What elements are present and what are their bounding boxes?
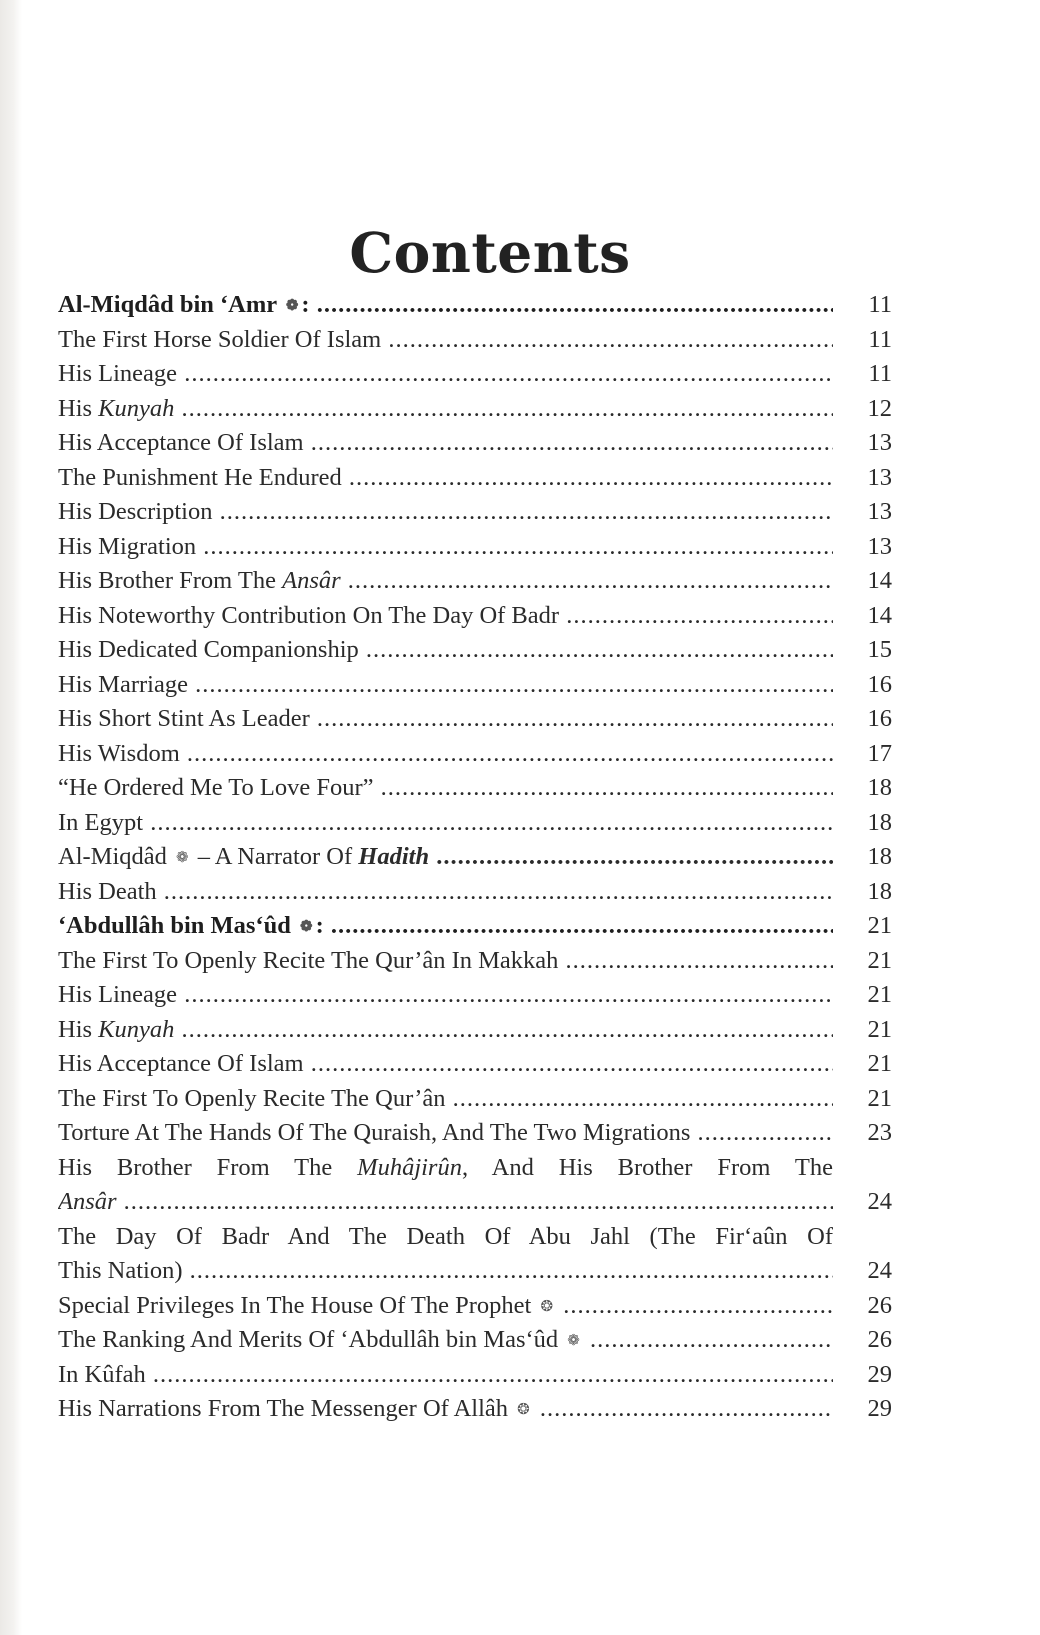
toc-entry[interactable] <box>58 633 923 668</box>
toc-page-number: 13 <box>867 532 892 560</box>
toc-page-number: 21 <box>867 1084 892 1112</box>
toc-entry-title: The First To Openly Recite The Qur’ân <box>58 1084 446 1112</box>
toc-entry[interactable] <box>58 564 923 599</box>
toc-entry[interactable] <box>58 771 923 806</box>
leader-dots <box>117 1188 833 1215</box>
toc-entry-title-italic: Ansâr <box>58 1188 117 1215</box>
toc-page-number: 12 <box>867 394 892 422</box>
toc-entry-title: His Lineage <box>58 360 178 387</box>
toc-entry[interactable] <box>58 323 923 358</box>
toc-page-number: 18 <box>867 877 892 905</box>
toc-page-number: 24 <box>867 1188 892 1215</box>
toc-page-number: 29 <box>867 1360 892 1388</box>
toc-entry-title-italic: Muhâjirûn <box>357 1153 462 1181</box>
leader-dots <box>359 636 833 663</box>
toc-page-number: 21 <box>867 1015 892 1043</box>
leader-dots <box>429 843 833 870</box>
toc-entry-line-2 <box>58 1185 833 1220</box>
leader-dots <box>177 360 833 387</box>
toc-entry[interactable] <box>58 668 923 703</box>
toc-page-number: 11 <box>868 291 892 318</box>
toc-page-number: 29 <box>867 1395 892 1422</box>
page-title: Contents <box>349 219 631 285</box>
toc-page-number: 14 <box>867 567 892 594</box>
leader-dots <box>174 395 833 422</box>
toc-page-number: 23 <box>867 1119 892 1146</box>
leader-dots <box>188 671 833 698</box>
toc-entry[interactable] <box>58 1358 923 1393</box>
toc-entry[interactable] <box>58 1392 923 1427</box>
toc-page-number: 13 <box>867 498 892 525</box>
toc-entry[interactable] <box>58 1116 923 1151</box>
toc-entry-line-1 <box>58 1151 833 1186</box>
toc-page-number: 26 <box>867 1291 892 1319</box>
leader-dots <box>381 326 833 353</box>
toc-entry[interactable] <box>58 806 923 841</box>
toc-entry-line-2 <box>58 1254 833 1289</box>
toc-entry[interactable] <box>58 1047 923 1082</box>
toc-entry-title: His Wisdom <box>58 739 180 767</box>
salla-allahu-alayhi-wasallam-icon: ❂ <box>540 1298 554 1315</box>
leader-dots <box>196 533 833 560</box>
toc-entry-title: The Punishment He Endured <box>58 463 342 491</box>
toc-entry-title-italic: Kunyah <box>98 394 175 422</box>
toc-entry-title: The Ranking And Merits Of ‘Abdullâh bin Mas‘ûd <box>58 1326 559 1353</box>
toc-page-number: 24 <box>867 1257 892 1284</box>
toc-entry-title-mid: – A Narrator Of <box>191 843 359 870</box>
toc-page-number: 11 <box>868 360 892 387</box>
toc-entry[interactable] <box>58 599 923 634</box>
toc-entry-title: His Description <box>58 498 213 525</box>
leader-dots <box>310 291 833 318</box>
toc-entry-title: His <box>58 1015 99 1043</box>
toc-entry-title: “He Ordered Me To Love Four” <box>58 774 374 801</box>
leader-dots <box>556 1292 833 1319</box>
toc-page-number: 13 <box>867 429 892 456</box>
toc-entry-al-miqdad-heading[interactable] <box>58 288 923 323</box>
toc-entry-title: His Migration <box>58 532 197 560</box>
toc-entry[interactable] <box>58 1013 923 1048</box>
leader-dots <box>180 740 833 767</box>
leader-dots <box>146 1361 833 1388</box>
toc-entry-title: His Short Stint As Leader <box>58 705 310 732</box>
toc-page-number: 16 <box>867 670 892 698</box>
toc-entry-title: His Lineage <box>58 981 178 1008</box>
toc-page-number: 26 <box>867 1326 892 1353</box>
toc-entry[interactable] <box>58 978 923 1013</box>
toc-entry-title: His Narrations From The Messenger Of Allâh <box>58 1395 508 1422</box>
toc-entry-suffix: : <box>301 291 310 318</box>
toc-entry-title: His Marriage <box>58 670 188 698</box>
toc-entry-title-italic: Kunyah <box>98 1015 175 1043</box>
toc-entry[interactable] <box>58 1082 923 1117</box>
leader-dots <box>310 705 833 732</box>
leader-dots <box>177 981 833 1008</box>
toc-entry-title-italic: Ansâr <box>282 567 341 594</box>
toc-page-number: 21 <box>867 912 892 939</box>
toc-page-number: 17 <box>867 739 892 767</box>
toc-page-number: 18 <box>867 808 892 836</box>
radhi-allahu-anhu-icon: ❁ <box>299 919 313 936</box>
toc-page-number: 21 <box>867 981 892 1008</box>
leader-dots <box>183 1257 833 1284</box>
toc-entry[interactable] <box>58 461 923 496</box>
toc-entry-title: In Kûfah <box>58 1360 146 1388</box>
toc-entry-title-cont: This Nation) <box>58 1257 183 1284</box>
toc-entry-title: His <box>58 394 99 422</box>
toc-entry[interactable] <box>58 944 923 979</box>
toc-entry[interactable] <box>58 357 923 392</box>
toc-entry-title: His Brother From The <box>58 1153 358 1181</box>
leader-dots <box>341 567 833 594</box>
salla-allahu-alayhi-wasallam-icon: ❂ <box>517 1402 530 1419</box>
leader-dots <box>143 809 833 836</box>
leader-dots <box>374 774 833 801</box>
radhi-allahu-anhu-icon: ❁ <box>176 850 189 867</box>
toc-page-number: 14 <box>867 601 892 629</box>
toc-entry[interactable] <box>58 1220 923 1289</box>
toc-entry-title: His Noteworthy Contribution On The Day Of Badr <box>58 601 560 629</box>
toc-entry[interactable] <box>58 1323 923 1358</box>
toc-page-number: 13 <box>867 463 892 491</box>
toc-entry[interactable] <box>58 702 923 737</box>
leader-dots <box>212 498 833 525</box>
toc-entry[interactable] <box>58 840 923 875</box>
leader-dots <box>342 464 833 491</box>
toc-entry-title: His Brother From The <box>58 567 283 594</box>
leader-dots <box>445 1085 833 1112</box>
leader-dots <box>324 912 833 939</box>
toc-entry[interactable] <box>58 495 923 530</box>
toc-page-number: 18 <box>867 843 892 870</box>
toc-entry-suffix: : <box>315 912 324 939</box>
toc-entry-title: The Day Of Badr And The Death Of Abu Jahl (The Fir‘aûn Of <box>58 1222 833 1250</box>
leader-dots <box>174 1016 833 1043</box>
toc-entry[interactable] <box>58 392 923 427</box>
toc-page-number: 15 <box>867 636 892 663</box>
leader-dots <box>304 1050 833 1077</box>
toc-entry-title: His Acceptance Of Islam <box>58 429 304 456</box>
toc-entry[interactable] <box>58 530 923 565</box>
toc-entry-title: Al-Miqdâd <box>58 843 167 870</box>
toc-entry-title: Torture At The Hands Of The Quraish, And The Two Migrations <box>58 1119 691 1146</box>
radhi-allahu-anhu-icon: ❁ <box>285 298 299 315</box>
toc-entry-title: His Death <box>58 877 157 905</box>
toc-entry-title: His Acceptance Of Islam <box>58 1050 304 1077</box>
leader-dots <box>559 602 833 629</box>
leader-dots <box>157 878 833 905</box>
radhi-allahu-anhu-icon: ❁ <box>567 1333 580 1350</box>
leader-dots <box>533 1395 833 1422</box>
table-of-contents <box>58 288 923 1427</box>
toc-page-number: 16 <box>867 705 892 732</box>
toc-entry-abdullah-heading[interactable] <box>58 909 923 944</box>
toc-entry-title: In Egypt <box>58 808 144 836</box>
toc-page-number: 11 <box>868 325 892 353</box>
toc-entry-title: The First To Openly Recite The Qur’ân In Makkah <box>58 946 559 974</box>
toc-entry-line-1 <box>58 1220 833 1255</box>
toc-page-number: 21 <box>867 946 892 974</box>
leader-dots <box>558 947 833 974</box>
toc-entry-title: His Dedicated Companionship <box>58 636 359 663</box>
toc-page-number: 21 <box>867 1050 892 1077</box>
toc-entry-title-post: , And His Brother From The <box>461 1153 833 1181</box>
toc-entry[interactable] <box>58 1151 923 1220</box>
leader-dots <box>583 1326 833 1353</box>
toc-entry-title-bold-italic: Hadith <box>358 843 430 870</box>
toc-entry[interactable] <box>58 737 923 772</box>
toc-entry[interactable] <box>58 1289 923 1324</box>
toc-entry-title: Special Privileges In The House Of The Prophet <box>58 1291 532 1319</box>
toc-entry-title: ‘Abdullâh bin Mas‘ûd <box>58 912 291 939</box>
toc-entry-title: The First Horse Soldier Of Islam <box>58 325 382 353</box>
leader-dots <box>304 429 833 456</box>
toc-entry[interactable] <box>58 875 923 910</box>
toc-page-number: 18 <box>867 774 892 801</box>
leader-dots <box>690 1119 833 1146</box>
toc-entry-title: Al-Miqdâd bin ‘Amr <box>58 291 277 318</box>
toc-entry[interactable] <box>58 426 923 461</box>
